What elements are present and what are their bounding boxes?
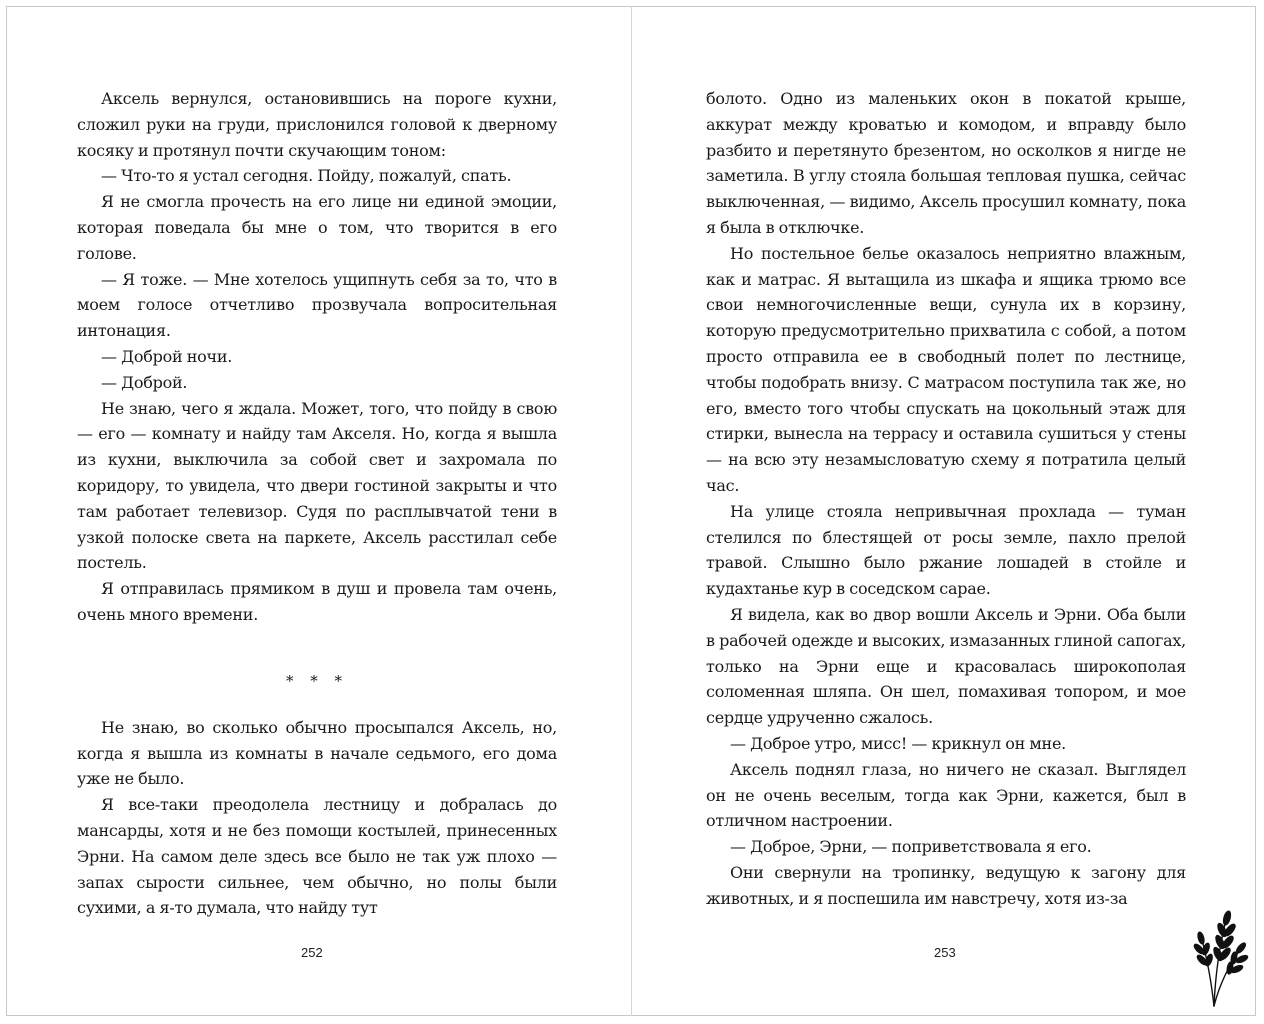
paragraph-continuation: болото. Одно из маленьких окон в покатой крыше, аккурат между кроватью и комодом, и вправду было разбито и перетянуто брезентом, но осколков я нигде не заметила. В углу стояла большая тепловая пушка, сейчас выключенная, — видимо, Аксель просушил комнату, пока я была в отключке.	[706, 89, 1186, 237]
left-page	[77, 86, 557, 921]
section-separator: * * *	[285, 671, 349, 690]
right-page	[706, 86, 1186, 912]
paragraph: Не знаю, во сколько обычно просыпался Аксель, но, когда я вышла из комнаты в начале седьмого, его дома уже не было.	[77, 717, 557, 789]
paragraph: Я не смогла прочесть на его лице ни единой эмоции, которая поведала бы мне о том, что творится в его голове.	[77, 192, 557, 263]
paragraph: — Доброе, Эрни, — поприветствовала я его.	[730, 837, 1092, 857]
paragraph: Я отправилась прямиком в душ и провела там очень, очень много времени.	[77, 579, 557, 624]
paragraph: — Доброй ночи.	[101, 346, 233, 366]
paragraph: Они свернули на тропинку, ведущую к загону для животных, и я поспешила им навстречу, хотя из-за	[706, 862, 1186, 908]
paragraph: Аксель вернулся, остановившись на пороге кухни, сложил руки на груди, прислонился головой к дверному косяку и протянул почти скучающим тоном:	[77, 89, 557, 160]
paragraph: — Доброе утро, мисс! — крикнул он мне.	[730, 733, 1067, 753]
paragraph: Но постельное белье оказалось неприятно влажным, как и матрас. Я вытащила из шкафа и ящика трюмо все свои немногочисленные вещи, сунула их в корзину, которую предусмотрительно прихватила с собой, а потом просто отправила ее в свободный полет по лестнице, чтобы подобрать внизу. С матрасом поступила так же, но его, вместо того чтобы спускать на цокольный этаж для стирки, вынесла на террасу и оставила сушиться у стены — на всю эту незамысловатую схему я потратила целый час.	[706, 243, 1186, 495]
paragraph: — Что-то я устал сегодня. Пойду, пожалуй, спать.	[101, 166, 512, 186]
paragraph: Я все-таки преодолела лестницу и добралась до мансарды, хотя и не без помощи костылей, принесенных Эрни. На самом деле здесь все было не так уж плохо — запах сырости сильнее, чем обычно, но полы были сухими, а я-то думала, что найду тут	[77, 795, 557, 918]
paragraph: — Я тоже. — Мне хотелось ущипнуть себя за то, что в моем голосе отчетливо прозвучала вопросительная интонация.	[77, 269, 557, 341]
page-number-left: 252	[301, 945, 323, 960]
paragraph: Аксель поднял глаза, но ничего не сказал. Выглядел он не очень веселым, тогда как Эрни, кажется, был в отличном настроении.	[706, 759, 1186, 831]
paragraph: Не знаю, чего я ждала. Может, того, что пойду в свою — его — комнату и найду там Акселя. Но, когда я вышла из кухни, выключила за собой свет и захромала по коридору, то увидела, что двери гостиной закрыты и что там работает телевизор. Судя по расплывчатой тени в узкой полоске света на паркете, Аксель расстилал себе постель.	[77, 398, 557, 573]
paragraph: Я видела, как во двор вошли Аксель и Эрни. Оба были в рабочей одежде и высоких, измазанных глиной сапогах, только на Эрни еще и красовалась широкополая соломенная шляпа. Он шел, помахивая топором, и мое сердце удрученно сжалось.	[706, 604, 1186, 728]
page-gutter	[631, 6, 632, 1016]
paragraph: На улице стояла непривычная прохлада — туман стелился по блестящей от росы земле, пахло прелой травой. Слышно было ржание лошадей в стойле и кудахтанье кур в соседском сарае.	[706, 501, 1186, 599]
page-number-right: 253	[934, 945, 956, 960]
wheat-ears-icon	[1192, 900, 1252, 1008]
paragraph: — Доброй.	[101, 372, 188, 392]
